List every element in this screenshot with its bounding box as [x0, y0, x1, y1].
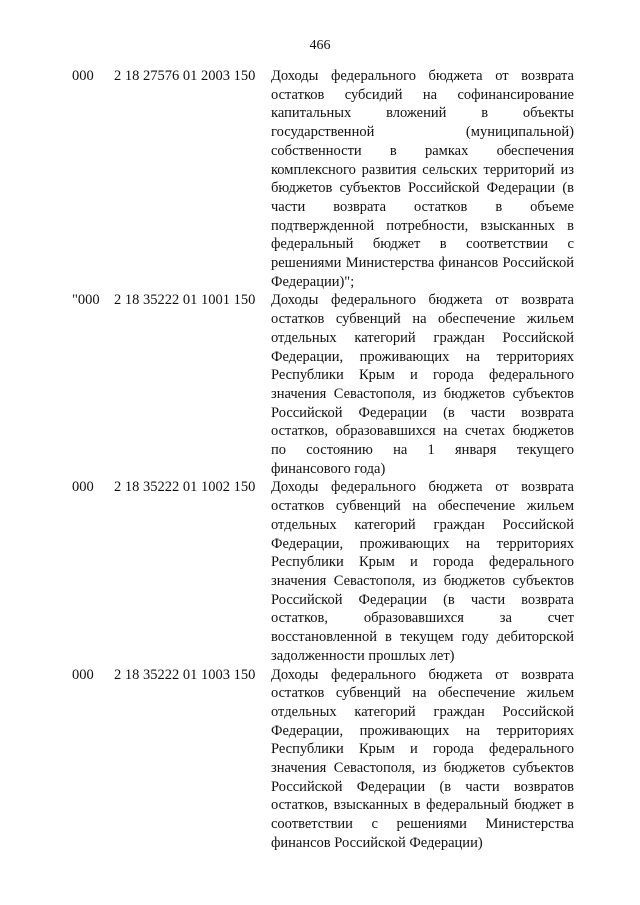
budget-code-entry [0, 67, 640, 291]
budget-classification-code: 2 18 35222 01 1003 150 [114, 666, 256, 683]
budget-code-entry [0, 666, 640, 853]
budget-classification-code: 2 18 35222 01 1002 150 [114, 479, 256, 496]
income-description: Доходы федерального бюджета от возврата остатков субсидий на софинансирование капитальных вложений в объекты государственной (муниципальной) собственности в рамках обеспечения комплексного развития сельских территорий из бюджетов субъектов Российской Федерации (в части возврата остатков в объеме подтвержденной потребности, взысканных в федеральный бюджет в соответствии с решениями Министерства финансов Российской Федерации)"; [271, 68, 574, 290]
budget-code-entry [0, 291, 640, 478]
administrator-code: 000 [72, 666, 94, 683]
budget-classification-code: 2 18 27576 01 2003 150 [114, 68, 256, 84]
income-description: Доходы федерального бюджета от возврата остатков субвенций на обеспечение жильем отдельных категорий граждан Российской Федерации, проживающих на территориях Республики Крым и города федерального значения Севастополя, из бюджетов субъектов Российской Федерации (в части возврата остатков, образовавшихся на счетах бюджетов по состоянию на 1 января текущего финансового года) [271, 292, 574, 477]
budget-classification-code: 2 18 35222 01 1001 150 [114, 292, 256, 309]
income-description: Доходы федерального бюджета от возврата остатков субвенций на обеспечение жильем отдельных категорий граждан Российской Федерации, проживающих на территориях Республики Крым и города федерального значения Севастополя, из бюджетов субъектов Российской Федерации (в части возврата остатков, образовавшихся за счет восстановленной в текущем году дебиторской задолженности прошлых лет) [271, 479, 574, 664]
page-number: 466 [309, 38, 331, 53]
income-description: Доходы федерального бюджета от возврата остатков субвенций на обеспечение жильем отдельных категорий граждан Российской Федерации, проживающих на территориях Республики Крым и города федерального значения Севастополя, из бюджетов субъектов Российской Федерации (в части возвратов остатков, взысканных в федеральный бюджет в соответствии с решениями Министерства финансов Российской Федерации) [271, 666, 574, 851]
administrator-code: "000 [72, 292, 100, 309]
budget-code-list [0, 67, 640, 853]
administrator-code: 000 [72, 68, 94, 84]
budget-code-entry [0, 478, 640, 665]
administrator-code: 000 [72, 479, 94, 496]
